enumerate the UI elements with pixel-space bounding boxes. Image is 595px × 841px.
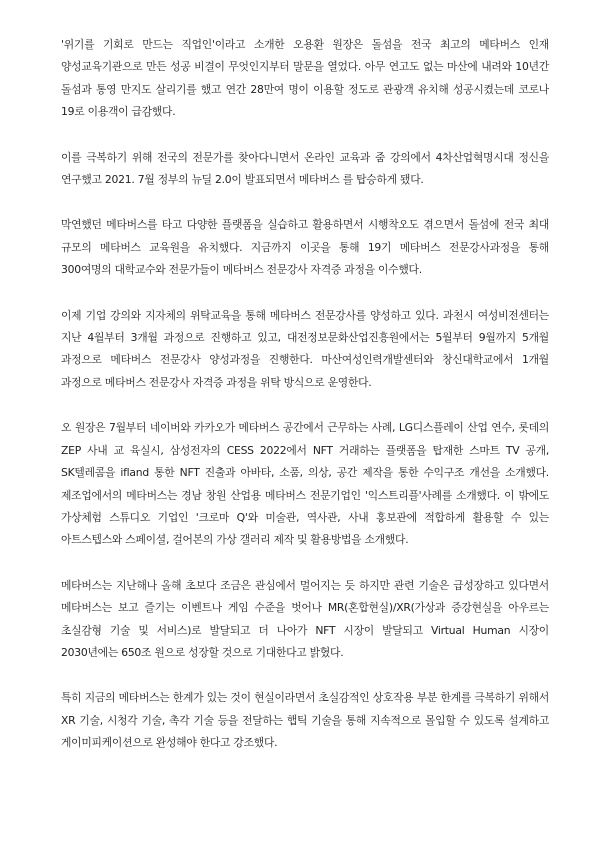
paragraph-overcoming-crisis: 이를 극복하기 위해 전국의 전문가를 찾아다니면서 온라인 교육과 줌 강의에서 4차산업혁명시대 정신을 연구했고 2021. 7월 정부의 뉴딜 2.0이 발표되면서 메타버스 를 탑승하게 됐다. (61, 150, 549, 187)
article-body (61, 34, 549, 778)
paragraph-education-center: 막연했던 메타버스를 타고 다양한 플랫폼을 실습하고 활용하면서 시행착오도 겪으면서 돌섬에 전국 최대 규모의 메타버스 교육원을 유치했다. 지금까지 이곳을 통해 19기 메타버스 전문강사과정을 통해 300여명의 대학교수와 전문가들이 메타버스 전문강사 자격증 과정을 이수했다. (61, 218, 549, 277)
paragraph-technology-growth: 메타버스는 지난해나 올해 초보다 조금은 관심에서 멀어지는 듯 하지만 관련 기술은 급성장하고 있다면서 메타버스는 보고 즐기는 이벤트나 게임 수준을 벗어나 MR(혼합현실)/XR(가상과 증강현실을 아우르는 초실감형 기술 및 서비스)로 발달되고 더 나아가 NFT 시장이 발달되고 Virtual Human 시장이 2030년에는 650조 원으로 성장할 것으로 기대한다고 밝혔다. (61, 578, 549, 659)
paragraph-conclusion: 특히 지금의 메타버스는 한계가 있는 것이 현실이라면서 초실감적인 상호작용 부분 한계를 극복하기 위해서 XR 기술, 시청각 기술, 촉각 기술 등을 전달하는 햅틱 기술을 통해 지속적으로 몰입할 수 있도록 설계하고 게이미피케이션으로 완성해야 한다고 강조했다. (61, 691, 549, 750)
paragraph-industry-cases: 오 원장은 7월부터 네이버와 카카오가 메타버스 공간에서 근무하는 사례, LG디스플레이 산업 연수, 롯데의 ZEP 사내 교 육실시, 삼성전자의 CESS 2022에서 NFT 거래하는 플랫폼을 탑재한 스마트 TV 공개, SK텔레콤을 ifland 통한 NFT 진출과 아바타, 소품, 의상, 공간 제작을 통한 수익구조 개선을 소개했다. 제조업에서의 메타버스는 경남 창원 산업용 메타버스 전문기업인 '익스트리플'사례를 소개했다. 이 밖에도 가상체험 스튜디오 기업인 '크로마 Q'와 미술관, 역사관, 사내 홍보관에 적합하게 활용할 수 있는 아트스텝스와 스페이셜, 걸어본의 가상 갤러리 제작 및 활용방법을 소개했다. (61, 421, 549, 547)
paragraph-intro: '위기를 기회로 만드는 직업인'이라고 소개한 오용환 원장은 돌섬을 전국 최고의 메타버스 인재 양성교육기관으로 만든 성공 비결이 무엇인지부터 말문을 열었다. 아무 연고도 없는 마산에 내려와 10년간 돌섬과 통영 만지도 살리기를 했고 연간 28만여 명이 이용할 정도로 관광객 유치해 성공시켰는데 코로나 19로 이용객이 급감했다. (61, 38, 549, 119)
paragraph-instructor-training: 이제 기업 강의와 지자체의 위탁교육을 통해 메타버스 전문강사를 양성하고 있다. 과천시 여성비전센터는 지난 4월부터 3개월 과정으로 진행하고 있고, 대전정보문화산업진흥원에서는 5월부터 9월까지 5개월 과정으로 메타버스 전문강사 양성과정을 진행한다. 마산여성인력개발센터와 창신대학교에서 1개월 과정으로 메타버스 전문강사 자격증 과정을 위탁 방식으로 운영한다. (61, 308, 549, 389)
